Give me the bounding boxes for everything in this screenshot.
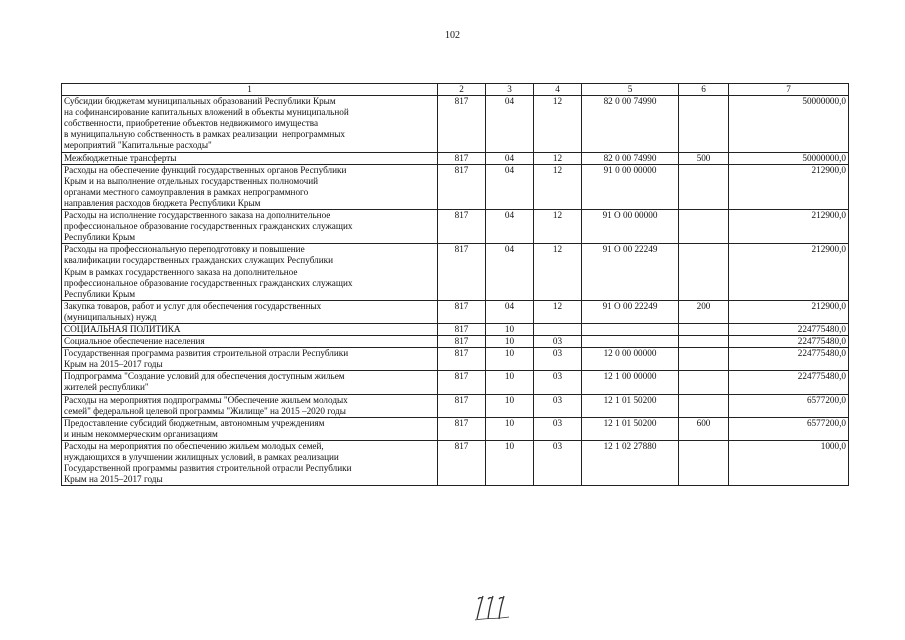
row-expense-type bbox=[679, 371, 729, 394]
row-amount: 224775480,0 bbox=[729, 323, 849, 335]
row-amount: 50000000,0 bbox=[729, 152, 849, 164]
row-section-code: 04 bbox=[486, 96, 534, 152]
row-ministry-code: 817 bbox=[438, 336, 486, 348]
row-target-article: 91 О 00 00000 bbox=[582, 210, 679, 244]
row-ministry-code: 817 bbox=[438, 394, 486, 417]
table-row bbox=[62, 417, 849, 440]
row-name: Расходы на профессиональную переподготовку и повышение квалификации государственных гражданских служащих Республики Крым в рамках государственного заказа на дополнительное профессиональное образование государственных гражданских служащих Республики Крым bbox=[62, 244, 438, 300]
column-header-4: 4 bbox=[534, 84, 582, 96]
row-name: Расходы на исполнение государственного заказа на дополнительное профессиональное образование государственных гражданских служащих Республики Крым bbox=[62, 210, 438, 244]
row-section-code: 10 bbox=[486, 440, 534, 485]
row-name: Расходы на обеспечение функций государственных органов Республики Крым и на выполнение отдельных государственных полномочий органами местного самоуправления в рамках непрограммного направления расходов бюджета Республики Крым bbox=[62, 164, 438, 209]
column-header-6: 6 bbox=[679, 84, 729, 96]
row-amount: 6577200,0 bbox=[729, 417, 849, 440]
row-name: Субсидии бюджетам муниципальных образований Республики Крым на софинансирование капитальных вложений в объекты муниципальной собственности, приобретение объектов недвижимого имущества в муниципальную собственность в рамках реализации непрограммных мероприятий "Капитальные расходы" bbox=[62, 96, 438, 152]
row-ministry-code: 817 bbox=[438, 210, 486, 244]
row-ministry-code: 817 bbox=[438, 348, 486, 371]
row-amount: 224775480,0 bbox=[729, 371, 849, 394]
row-expense-type bbox=[679, 210, 729, 244]
table-row bbox=[62, 164, 849, 209]
row-target-article: 82 0 00 74990 bbox=[582, 96, 679, 152]
row-expense-type: 200 bbox=[679, 300, 729, 323]
row-amount: 212900,0 bbox=[729, 164, 849, 209]
row-ministry-code: 817 bbox=[438, 417, 486, 440]
row-amount: 212900,0 bbox=[729, 300, 849, 323]
row-target-article: 12 1 00 00000 bbox=[582, 371, 679, 394]
row-ministry-code: 817 bbox=[438, 96, 486, 152]
row-amount: 224775480,0 bbox=[729, 348, 849, 371]
table-row bbox=[62, 323, 849, 335]
table-row bbox=[62, 152, 849, 164]
row-ministry-code: 817 bbox=[438, 164, 486, 209]
row-section-code: 10 bbox=[486, 417, 534, 440]
row-target-article: 91 0 00 00000 bbox=[582, 164, 679, 209]
row-amount: 224775480,0 bbox=[729, 336, 849, 348]
row-section-code: 10 bbox=[486, 394, 534, 417]
row-name: Расходы на мероприятия по обеспечению жильем молодых семей, нуждающихся в улучшении жилищных условий, в рамках реализации Государственной программы развития строительной отрасли Республики Крым на 2015–2017 годы bbox=[62, 440, 438, 485]
row-subsection-code: 03 bbox=[534, 440, 582, 485]
table-row bbox=[62, 96, 849, 152]
column-header-1: 1 bbox=[62, 84, 438, 96]
row-target-article: 12 1 01 50200 bbox=[582, 394, 679, 417]
column-header-5: 5 bbox=[582, 84, 679, 96]
table-row bbox=[62, 210, 849, 244]
row-expense-type bbox=[679, 336, 729, 348]
table-row bbox=[62, 336, 849, 348]
row-section-code: 10 bbox=[486, 348, 534, 371]
table-row bbox=[62, 371, 849, 394]
column-header-7: 7 bbox=[729, 84, 849, 96]
row-target-article: 12 0 00 00000 bbox=[582, 348, 679, 371]
row-target-article: 12 1 02 27880 bbox=[582, 440, 679, 485]
table-row bbox=[62, 394, 849, 417]
row-section-code: 04 bbox=[486, 244, 534, 300]
row-name: Предоставление субсидий бюджетным, автономным учреждениям и иным некоммерческим организациям bbox=[62, 417, 438, 440]
row-expense-type: 500 bbox=[679, 152, 729, 164]
row-amount: 50000000,0 bbox=[729, 96, 849, 152]
row-name: Межбюджетные трансферты bbox=[62, 152, 438, 164]
row-subsection-code: 03 bbox=[534, 417, 582, 440]
handwritten-signature bbox=[473, 592, 513, 622]
table-row bbox=[62, 300, 849, 323]
row-subsection-code: 12 bbox=[534, 96, 582, 152]
row-name: Закупка товаров, работ и услуг для обеспечения государственных (муниципальных) нужд bbox=[62, 300, 438, 323]
row-name: Социальное обеспечение населения bbox=[62, 336, 438, 348]
row-subsection-code: 03 bbox=[534, 336, 582, 348]
row-subsection-code: 03 bbox=[534, 348, 582, 371]
row-ministry-code: 817 bbox=[438, 152, 486, 164]
row-target-article: 12 1 01 50200 bbox=[582, 417, 679, 440]
row-section-code: 04 bbox=[486, 300, 534, 323]
row-amount: 212900,0 bbox=[729, 210, 849, 244]
row-ministry-code: 817 bbox=[438, 371, 486, 394]
row-target-article: 82 0 00 74990 bbox=[582, 152, 679, 164]
row-name: Расходы на мероприятия подпрограммы "Обеспечение жильем молодых семей" федеральной целевой программы "Жилище" на 2015 –2020 годы bbox=[62, 394, 438, 417]
row-subsection-code: 12 bbox=[534, 164, 582, 209]
row-section-code: 04 bbox=[486, 210, 534, 244]
page-number: 102 bbox=[445, 30, 460, 41]
budget-table bbox=[61, 83, 849, 486]
row-section-code: 10 bbox=[486, 371, 534, 394]
row-expense-type: 600 bbox=[679, 417, 729, 440]
row-expense-type bbox=[679, 440, 729, 485]
row-section-code: 10 bbox=[486, 323, 534, 335]
table-row bbox=[62, 348, 849, 371]
row-name: Подпрограмма "Создание условий для обеспечения доступным жильем жителей республики" bbox=[62, 371, 438, 394]
row-expense-type bbox=[679, 323, 729, 335]
row-expense-type bbox=[679, 394, 729, 417]
header-row bbox=[62, 84, 849, 96]
row-amount: 6577200,0 bbox=[729, 394, 849, 417]
row-expense-type bbox=[679, 348, 729, 371]
row-ministry-code: 817 bbox=[438, 323, 486, 335]
row-target-article: 91 О 00 22249 bbox=[582, 300, 679, 323]
row-target-article bbox=[582, 336, 679, 348]
row-expense-type bbox=[679, 244, 729, 300]
row-section-code: 04 bbox=[486, 152, 534, 164]
row-subsection-code bbox=[534, 323, 582, 335]
row-expense-type bbox=[679, 96, 729, 152]
row-name: Государственная программа развития строительной отрасли Республики Крым на 2015–2017 годы bbox=[62, 348, 438, 371]
row-subsection-code: 03 bbox=[534, 371, 582, 394]
row-ministry-code: 817 bbox=[438, 440, 486, 485]
table-body bbox=[62, 96, 849, 486]
row-section-code: 04 bbox=[486, 164, 534, 209]
row-ministry-code: 817 bbox=[438, 244, 486, 300]
table-row bbox=[62, 440, 849, 485]
row-subsection-code: 12 bbox=[534, 300, 582, 323]
row-section-code: 10 bbox=[486, 336, 534, 348]
row-expense-type bbox=[679, 164, 729, 209]
row-amount: 1000,0 bbox=[729, 440, 849, 485]
row-subsection-code: 12 bbox=[534, 152, 582, 164]
row-target-article: 91 О 00 22249 bbox=[582, 244, 679, 300]
row-subsection-code: 03 bbox=[534, 394, 582, 417]
column-header-3: 3 bbox=[486, 84, 534, 96]
row-subsection-code: 12 bbox=[534, 244, 582, 300]
row-name: СОЦИАЛЬНАЯ ПОЛИТИКА bbox=[62, 323, 438, 335]
row-subsection-code: 12 bbox=[534, 210, 582, 244]
row-ministry-code: 817 bbox=[438, 300, 486, 323]
column-header-2: 2 bbox=[438, 84, 486, 96]
table-row bbox=[62, 244, 849, 300]
row-amount: 212900,0 bbox=[729, 244, 849, 300]
row-target-article bbox=[582, 323, 679, 335]
